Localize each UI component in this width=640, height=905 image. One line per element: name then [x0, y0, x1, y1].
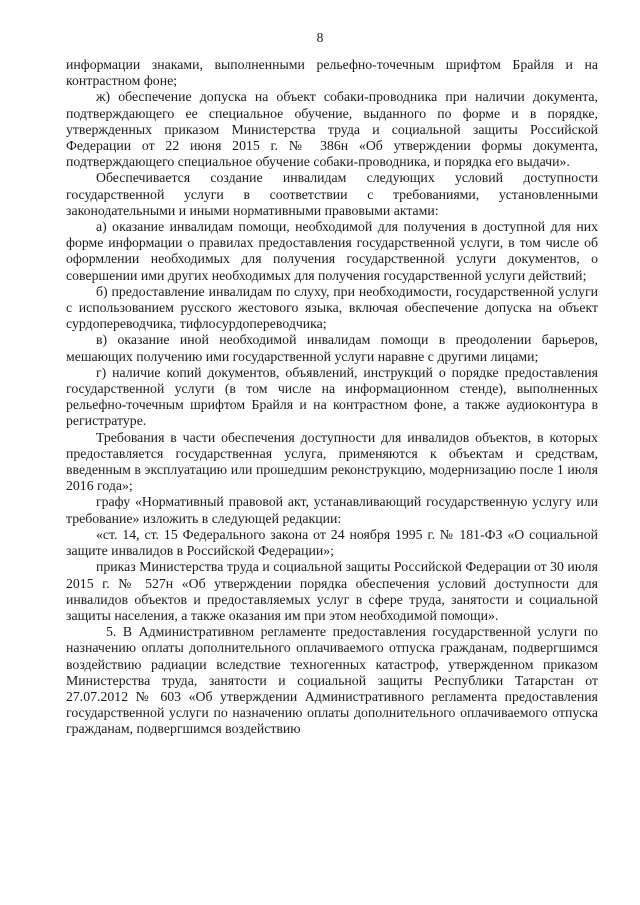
paragraph-item-zh: ж) обеспечение допуска на объект собаки-проводника при наличии документа, подтверждающего ее специальное обучение, выданного по форме и в порядке, утвержденных приказом Министерства труда и социальной защиты Российской Федерации от 22 июня 2015 г. № 386н «Об утверждении формы документа, подтверждающего специальное обучение собаки-проводника, и порядка его выдачи».	[66, 89, 598, 170]
page-number: 8	[316, 30, 324, 45]
paragraph-item-v: в) оказание иной необходимой инвалидам помощи в преодолении барьеров, мешающих получению ими государственной услуги наравне с другими лицами;	[66, 332, 598, 364]
paragraph-federal-law: «ст. 14, ст. 15 Федерального закона от 24 ноября 1995 г. № 181-ФЗ «О социальной защите инвалидов в Российской Федерации»;	[66, 526, 598, 559]
paragraph-ministry-order: приказ Министерства труда и социальной защиты Российской Федерации от 30 июля 2015 г. № 527н «Об утверждении порядка обеспечения условий доступности для инвалидов объектов и предоставляемых услуг в сфере труда, занятости и социальной защиты населения, а также оказания им при этом необходимой помощи».	[66, 559, 598, 623]
paragraph-requirements: Требования в части обеспечения доступности для инвалидов объектов, в которых предоставляется государственная услуга, применяются к объектам и средствам, введенным в эксплуатацию или прошедшим реконструкцию, модернизацию после 1 июля 2016 года»;	[66, 429, 598, 494]
paragraph-item-5: 5. В Административном регламенте предоставления государственной услуги по назначению оплаты дополнительного оплачиваемого отпуска гражданам, подвергшимся воздействию радиации вследствие техногенных катастроф, утвержденном приказом Министерства труда, занятости и социальной защиты Республики Татарстан от 27.07.2012 № 603 «Об утверждении Административного регламента предоставления государственной услуги по назначению оплаты дополнительного оплачиваемого отпуска гражданам, подвергшимся воздействию	[66, 624, 598, 737]
paragraph-item-g: г) наличие копий документов, объявлений, инструкций о порядке предоставления государственной услуги (в том числе на информационном стенде), выполненных рельефно-точечным шрифтом Брайля и на контрастном фоне, а также аудиоконтура в регистратуре.	[66, 364, 598, 429]
paragraph-item-b: б) предоставление инвалидам по слуху, при необходимости, государственной услуги с использованием русского жестового языка, включая обеспечение допуска на объект сурдопереводчика, тифлосурдопереводчика;	[66, 283, 598, 332]
document-body	[66, 57, 598, 738]
paragraph-accessibility-conditions: Обеспечивается создание инвалидам следующих условий доступности государственной услуги в соответствии с требованиями, установленными законодательными и иными нормативными правовыми актами:	[66, 170, 598, 218]
paragraph-item-a: а) оказание инвалидам помощи, необходимой для получения в доступной для них форме информации о правилах предоставления государственной услуги, в том числе об оформлении необходимых для получения государственной услуги документов, о совершении ими других необходимых для получения государственной услуги действий;	[66, 219, 598, 283]
paragraph-continuation: информации знаками, выполненными рельефно-точечным шрифтом Брайля и на контрастном фоне;	[66, 57, 598, 89]
paragraph-column-normative-act: графу «Нормативный правовой акт, устанавливающий государственную услугу или требование» изложить в следующей редакции:	[66, 494, 598, 526]
